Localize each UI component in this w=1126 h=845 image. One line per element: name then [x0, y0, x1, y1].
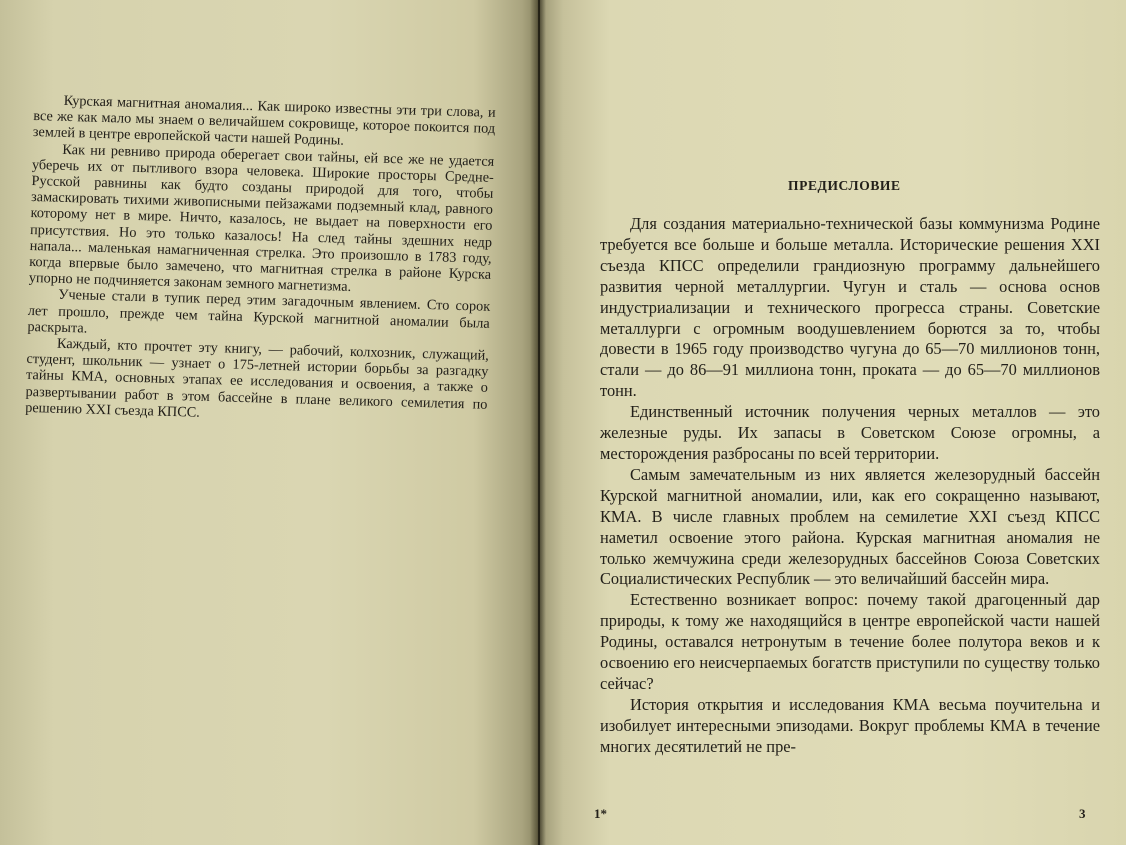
left-page-text — [25, 92, 496, 429]
book-gutter — [530, 0, 546, 845]
page-number: 3 — [1079, 806, 1086, 821]
left-paragraph: Каждый, кто прочтет эту книгу, — рабочий, колхозник, служащий, студент, школьник — узнает о 175-летней истории борьбы за разгадку тайны КМА, основных этапах ее исследования и освоения, а также о развертывании работ в этом бассейне в плане великого семилетия по решению XXI съезда КПСС. — [24, 335, 490, 421]
left-paragraph: Ученые стали в тупик перед этим загадочным явлением. Сто сорок лет прошло, прежде чем тайна Курской магнитной аномалии была раскрыта. — [27, 287, 491, 337]
right-paragraph: Самым замечательным из них является железорудный бассейн Курской магнитной аномалии, или, как его сокращенно называют, КМА. В числе главных проблем на семилетие XXI съезд КПСС наметил освоение этого района. Курская магнитная аномалия не только жемчужина среди железорудных бассейнов Союза Советских Социалистических Республик — это величайший бассейн мира. — [600, 464, 1100, 589]
preface-heading: ПРЕДИСЛОВИЕ — [788, 178, 901, 193]
right-paragraph: История открытия и исследования КМА весьма поучительна и изобилует интересными эпизодами. Вокруг проблемы КМА в течение многих десятилетий не пре- — [600, 694, 1100, 756]
left-paragraph: Курская магнитная аномалия... Как широко известны эти три слова, и все же как мало мы знаем о величайшем сокровище, которое покоится под землей в центре европейской части нашей Родины. — [32, 92, 496, 150]
right-page-text — [600, 214, 1100, 758]
right-paragraph: Единственный источник получения черных металлов — это железные руды. Их запасы в Советском Союзе огромны, а месторождения разбросаны по всей территории. — [600, 402, 1100, 463]
right-paragraph: Для создания материально-технической базы коммунизма Родине требуется все больше и больше металла. Исторические решения XXI съезда КПСС определили грандиозную программу дальнейшего развития черной металлургии. Чугун и сталь — основа основ индустриализации и технического прогресса страны. Советские металлурги с огромным воодушевлением борются за то, чтобы довести в 1965 году производство чугуна до 65—70 миллионов тонн, стали — до 86—91 миллиона тонн, проката — до 65—70 миллионов тонн. — [600, 214, 1100, 401]
right-paragraph: Естественно возникает вопрос: почему такой драгоценный дар природы, к тому же находящийся в центре европейской части нашей Родины, оставался нетронутым в течение более полутора веков и к освоению его неисчерпаемых богатств приступили по существу только сейчас? — [600, 590, 1100, 693]
left-paragraph: Как ни ревниво природа оберегает свои тайны, ей все же не удается уберечь их от пытливого взора человека. Широкие просторы Средне-Русской равнины как будто созданы природой для того, чтобы замаскировать тихими живописными пейзажами подземный клад, равного которому нет в мире. Ничто, казалось, не выдает на поверхности его присутствия. Но это только казалось! На след тайны здешних недр напала... маленькая намагниченная стрелка. Это произошло в 1783 году, когда впервые было замечено, что магнитная стрелка в районе Курска упорно не подчиняется законам земного магнетизма. — [28, 141, 495, 296]
signature-mark: 1* — [594, 806, 607, 821]
